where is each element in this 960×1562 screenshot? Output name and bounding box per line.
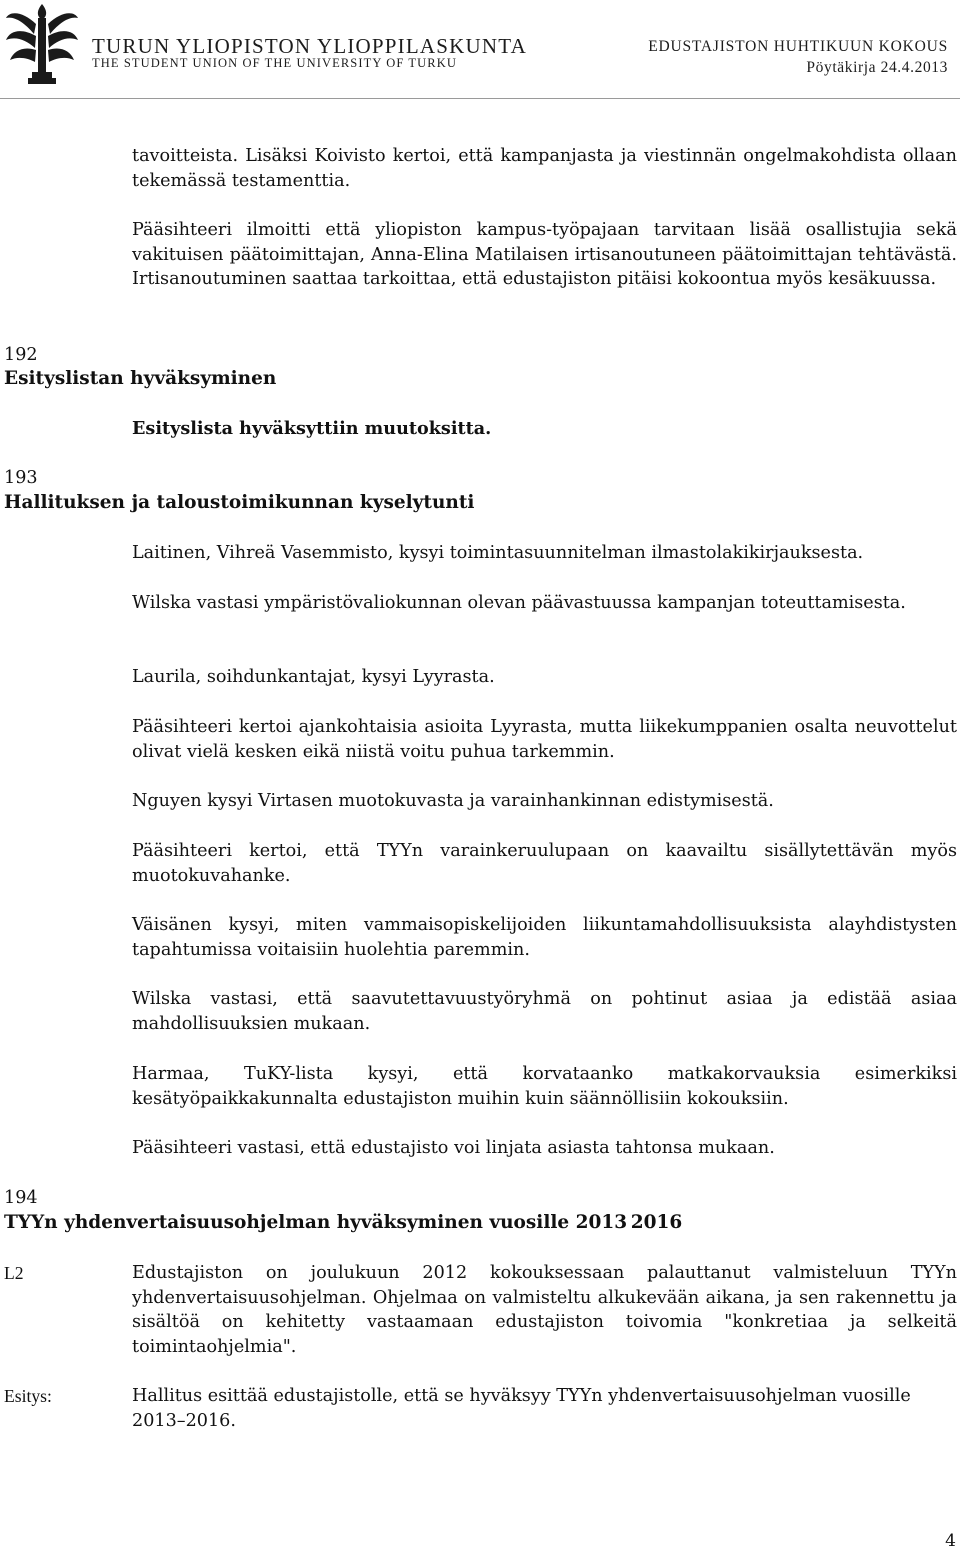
header-divider: [0, 98, 960, 99]
minutes-date: Pöytäkirja 24.4.2013: [806, 59, 948, 76]
list-item: Wilska vastasi, että saavutettavuustyöryhmä on pohtinut asiaa ja edistää asiaa mahdollisuuksien mukaan.: [132, 989, 957, 1034]
list-item: Wilska vastasi ympäristövaliokunnan olevan päävastuussa kampanjan toteuttamisesta.: [132, 593, 906, 613]
paragraph: Pääsihteeri ilmoitti että yliopiston kampus-työpajaan tarvitaan lisää osallistujia sekä vakituisen päätoimittajan, Anna-Elina Matilaisen irtisanoutuneen päätoimittajan tehtävästä. Irtisanoutuminen saattaa tarkoittaa, että edustajiston pitäisi kokoontua myös kesäkuussa.: [132, 220, 957, 289]
paragraph: tavoitteista. Lisäksi Koivisto kertoi, että kampanjasta ja viestinnän ongelmakohdista ollaan tekemässä testamenttia.: [132, 146, 957, 191]
student-union-logo-icon: [4, 2, 80, 86]
proposal-text: Hallitus esittää edustajistolle, että se hyväksyy TYYn yhdenvertaisuusohjelman vuosille 2013–2016.: [132, 1386, 911, 1431]
list-item: Harmaa, TuKY-lista kysyi, että korvataanko matkakorvauksia esimerkiksi kesätyöpaikkakunnalta edustajiston muihin kuin säännöllisiin kokouksiin.: [132, 1064, 957, 1109]
list-item: Laurila, soihdunkantajat, kysyi Lyyrasta.: [132, 667, 495, 687]
organization-name-english: THE STUDENT UNION OF THE UNIVERSITY OF TURKU: [92, 56, 457, 70]
proposal-label: Esitys:: [4, 1386, 52, 1406]
page-number: 4: [945, 1531, 956, 1551]
section-title: Hallituksen ja taloustoimikunnan kyselytunti: [4, 492, 475, 513]
list-item: Laitinen, Vihreä Vasemmisto, kysyi toimintasuunnitelman ilmastolakikirjauksesta.: [132, 543, 864, 563]
list-item: Pääsihteeri vastasi, että edustajisto voi linjata asiasta tahtonsa mukaan.: [132, 1138, 775, 1158]
section-number: 193: [4, 468, 38, 488]
list-item: Pääsihteeri kertoi, että TYYn varainkeruulupaan on kaavailtu sisällytettävän myös muotokuvahanke.: [132, 841, 957, 886]
list-item: Väisänen kysyi, miten vammaisopiskelijoiden liikuntamahdollisuuksista alayhdistysten tapahtumissa voitaisiin huolehtia paremmin.: [132, 915, 957, 960]
list-item: Nguyen kysyi Virtasen muotokuvasta ja varainhankinnan edistymisestä.: [132, 791, 774, 811]
section-title: TYYn yhdenvertaisuusohjelman hyväksyminen vuosille 2013 2016: [4, 1212, 683, 1233]
organization-name: TURUN YLIOPISTON YLIOPPILASKUNTA: [92, 34, 527, 58]
section-title: Esityslistan hyväksyminen: [4, 368, 277, 389]
section-number: 192: [4, 345, 38, 365]
section-number: 194: [4, 1188, 38, 1208]
list-item: Pääsihteeri kertoi ajankohtaisia asioita Lyyrasta, mutta liikekumppanien osalta neuvottelut olivat vielä kesken eikä niistä voitu puhua tarkemmin.: [132, 717, 957, 762]
meeting-title: EDUSTAJISTON HUHTIKUUN KOKOUS: [648, 38, 948, 55]
attachment-label: L2: [4, 1263, 24, 1283]
decision-text: Esityslista hyväksyttiin muutoksitta.: [132, 418, 492, 439]
background-text: Edustajiston on joulukuun 2012 kokouksessaan palauttanut valmisteluun TYYn yhdenvertaisuusohjelman. Ohjelmaa on valmisteltu alkukevään aikana, ja sen rakennettu ja sisältöä on kehitetty vastaamaan edustajiston toivomia "konkretiaa ja selkeitä toimintaohjelmia".: [132, 1263, 957, 1357]
page-header: [0, 0, 960, 100]
